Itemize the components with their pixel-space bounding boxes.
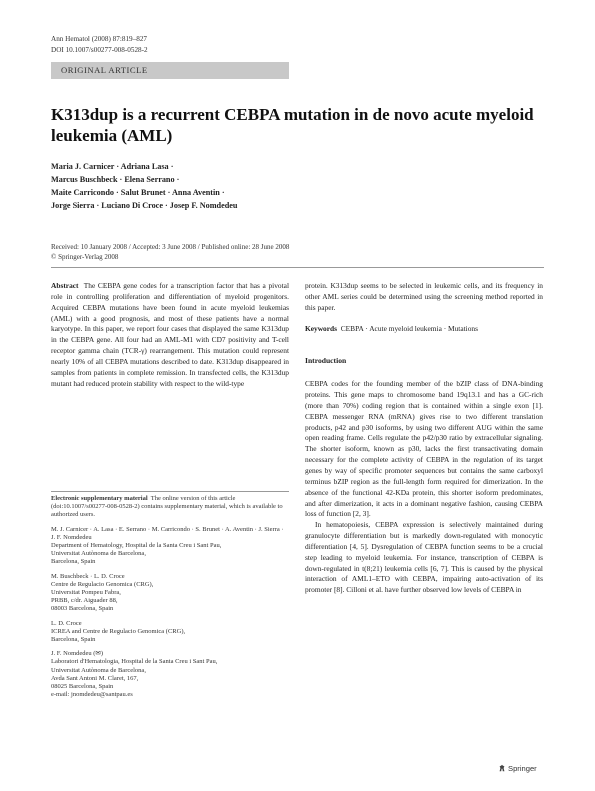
history: Received: 10 January 2008 / Accepted: 3 June 2008 / Published online: 28 June 2008: [51, 243, 290, 251]
affiliation-line: Centre de Regulacio Genomica (CRG),: [51, 580, 154, 588]
author-line: Maria J. Carnicer · Adriana Lasa ·: [51, 162, 174, 171]
affiliation-2: [51, 573, 289, 614]
affiliation-line: 08003 Barcelona, Spain: [51, 605, 114, 613]
affiliation-line: PRBB, c/dr. Aiguader 88,: [51, 597, 118, 605]
affiliation-4: [51, 650, 289, 699]
abstract: [51, 281, 289, 389]
abstract-label: Abstract: [51, 281, 79, 290]
author-line: Marcus Buschbeck · Elena Serrano ·: [51, 175, 180, 184]
affiliation-line: Barcelona, Spain: [51, 636, 96, 644]
intro-paragraph-1: CEBPA codes for the founding member of the bZIP class of DNA-binding proteins. This gene maps to chromosome band 19q13.1 and has a GC-rich (more than 70%) coding region that is contained within a single exon [1]. CEBPA messenger RNA (mRNA) gives rise to two different translation products, p42 and p30 isoforms, by using two different AUG within the same open reading frame. Cells regulate the p42/p30 ratio by extracellular signaling. The shorter isoform, known as p30, lacks the first transactivating domain necessary for the complete activity of CEBPA in the regulation of its target genes by way of specific promoter sequences but contains the same carboxyl terminus bZIP region as the full-length form required for dimerization. In the absence of the functional 42-KDa protein, this shorter isoform predominates, and after dimerization, it acts in a dominant negative fashion, causing CEBPA loss of function [2, 3].: [305, 379, 543, 519]
footnote-divider: [51, 491, 289, 492]
right-column: [305, 281, 543, 596]
journal-citation: Ann Hematol (2008) 87:819–827: [51, 35, 148, 43]
article-type-banner: [51, 62, 289, 79]
esm-label: Electronic supplementary material: [51, 495, 148, 502]
author-line: Maite Carricondo · Salut Brunet · Anna Aventin ·: [51, 188, 225, 197]
affiliation-line: Barcelona, Spain: [51, 558, 96, 566]
abstract-continued: protein. K313dup seems to be selected in leukemic cells, and its frequency in other AML series could be determined using the screening method reported in this paper.: [305, 281, 543, 312]
affiliation-names: L. D. Croce: [51, 619, 82, 627]
affiliation-names: M. Buschbeck · L. D. Croce: [51, 572, 125, 580]
copyright: © Springer-Verlag 2008: [51, 253, 119, 261]
abstract-text: The CEBPA gene codes for a transcription factor that has a pivotal role in controlling proliferation and differentiation of myeloid progenitors. Acquired CEBPA mutations have been found in acute myeloid leukemias (AML) with a good prognosis, and most of these patients have a normal karyotype. In this paper, we report four cases that displayed the same K313dup in the CEBPA gene. All four had an AML-M1 with CD7 positivity and T-cell receptor gamma chain (TCR-γ) rearrangement. This mutation could represent nearly 10% of all CEBPA mutations described to date. K313dup disappeared in samples from patients in complete remission. In transfected cells, the K313dup mutant had reduced protein stability with respect to the wild-type: [51, 281, 289, 388]
esm-note: [51, 495, 289, 520]
doi: DOI 10.1007/s00277-008-0528-2: [51, 45, 148, 54]
affiliation-1: [51, 526, 289, 567]
journal-meta: [51, 34, 148, 55]
affiliation-names: M. J. Carnicer · A. Lasa · E. Serrano · M. Carricondo · S. Brunet · A. Aventin · J. Sierra · J. F. Nomdedeu: [51, 525, 284, 541]
springer-horse-icon: [498, 764, 506, 772]
section-heading-introduction: Introduction: [305, 356, 347, 366]
affiliation-line: Universitat Autònoma de Barcelona,: [51, 550, 146, 558]
affiliation-line: Laboratori d'Hematologia, Hospital de la Santa Creu i Sant Pau,: [51, 658, 218, 666]
affiliation-names: J. F. Nomdedeu (✉): [51, 650, 104, 658]
affiliation-3: [51, 620, 289, 645]
divider: [51, 267, 544, 268]
keywords-label: Keywords: [305, 323, 338, 333]
article-title: K313dup is a recurrent CEBPA mutation in de novo acute myeloid leukemia (AML): [51, 105, 534, 145]
affiliation-line: 08025 Barcelona, Spain: [51, 683, 114, 691]
affiliation-line: Universitat Autònoma de Barcelona,: [51, 666, 146, 674]
email-link[interactable]: e-mail: jnomdedeu@santpau.es: [51, 691, 133, 699]
publisher-name: Springer: [508, 764, 537, 773]
author-line: Jorge Sierra · Luciano Di Croce · Josep F. Nomdedeu: [51, 201, 238, 210]
author-list: [51, 160, 351, 212]
article-type: ORIGINAL ARTICLE: [61, 65, 148, 75]
affiliation-line: Universitat Pompeu Fabra,: [51, 589, 121, 597]
publication-dates: [51, 242, 289, 262]
publisher-logo: [498, 764, 537, 773]
affiliation-line: ICREA and Centre de Regulacio Genomica (CRG),: [51, 627, 186, 635]
keywords-text: CEBPA · Acute myeloid leukemia · Mutations: [340, 323, 478, 333]
affiliation-line: Department of Hematology, Hospital de la Santa Creu i Sant Pau,: [51, 542, 222, 550]
intro-paragraph-2: In hematopoiesis, CEBPA expression is selectively maintained during granulocyte differentiation but is markedly down-regulated with monocytic differentiation [4, 5]. Dysregulation of CEBPA function seems to be a crucial step leading to myeloid leukemia. For instance, transcription of CEBPA is down-regulated in t(8;21) leukemia cells [6, 7]. This is caused by the physical interaction of AML1–ETO with CEBPA, impairing auto-activation of its promoter [8]. Cilloni et al. have further observed low levels of CEBPA in: [305, 520, 543, 595]
footnotes: [51, 495, 289, 705]
affiliation-line: Avda Sant Antoni M. Claret, 167,: [51, 674, 139, 682]
keywords: [305, 324, 543, 335]
esm-text: The online version of this article (doi:10.1007/s00277-008-0528-2) contains supplementary material, which is available to authorized users.: [51, 495, 283, 519]
